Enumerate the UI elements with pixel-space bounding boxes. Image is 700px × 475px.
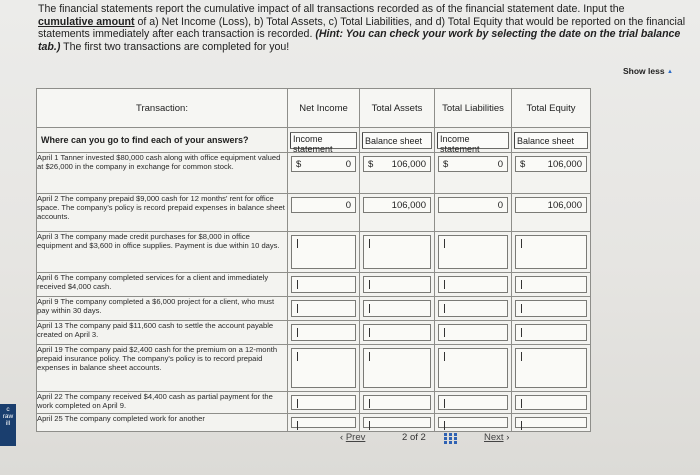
net-income-input[interactable]: [291, 324, 356, 341]
header-total-assets: Total Assets: [360, 89, 435, 128]
header-net-income: Net Income: [288, 89, 360, 128]
total-assets-value: 106,000: [391, 200, 426, 211]
transaction-row: [37, 321, 591, 345]
grid-menu-icon[interactable]: [444, 433, 457, 444]
source-row: [37, 128, 591, 153]
total-liabilities-input[interactable]: [438, 395, 508, 410]
table-header-row: [37, 89, 591, 128]
text-caret: [297, 239, 298, 248]
text-caret: [369, 421, 370, 430]
text-caret: [444, 239, 445, 248]
source-question: Where can you go to find each of your answers?: [37, 128, 288, 153]
text-caret: [521, 239, 522, 248]
text-caret: [369, 328, 370, 337]
transaction-row: [37, 194, 591, 232]
cumulative-amount-emphasis: cumulative amount: [38, 15, 135, 28]
text-caret: [444, 352, 445, 361]
net-income-input[interactable]: [291, 417, 356, 428]
total-equity-value: 106,000: [547, 200, 582, 211]
total-equity-value: 106,000: [547, 159, 582, 170]
total-equity-input[interactable]: [515, 300, 587, 317]
text-caret: [521, 399, 522, 408]
transaction-row: [37, 345, 591, 392]
transaction-row: [37, 297, 591, 321]
total-equity-input[interactable]: [515, 417, 587, 428]
text-caret: [521, 328, 522, 337]
total-liabilities-input[interactable]: [438, 156, 508, 172]
transaction-description: April 19 The company paid $2,400 cash for the premium on a 12-month prepaid insurance policy. The company's policy is to record prepaid expenses in balance sheet accounts.: [37, 345, 288, 392]
text-caret: [297, 328, 298, 337]
transaction-description: April 22 The company received $4,400 cash as partial payment for the work completed on April 9.: [37, 392, 288, 414]
text-caret: [369, 352, 370, 361]
source-select-net-income[interactable]: Income statement: [290, 132, 357, 149]
transaction-row: [37, 273, 591, 297]
net-income-input[interactable]: [291, 348, 356, 388]
total-liabilities-input[interactable]: [438, 300, 508, 317]
text-caret: [521, 304, 522, 313]
text-caret: [297, 399, 298, 408]
hint-text: (Hint: You can check your work by selecting the date on the trial balance tab.): [38, 28, 681, 53]
transaction-description: April 25 The company completed work for another: [37, 414, 288, 432]
currency-symbol: $: [520, 159, 526, 170]
total-equity-input[interactable]: [515, 348, 587, 388]
next-button[interactable]: Next ›: [484, 432, 510, 443]
total-liabilities-input[interactable]: [438, 348, 508, 388]
logo: c raw ill: [0, 404, 16, 446]
net-income-input[interactable]: [291, 197, 356, 213]
total-liabilities-input[interactable]: [438, 197, 508, 213]
text-caret: [369, 239, 370, 248]
show-less-toggle[interactable]: Show less ▲: [623, 66, 673, 76]
text-caret: [444, 304, 445, 313]
transaction-row: [37, 414, 591, 432]
source-select-total-assets[interactable]: Balance sheet: [362, 132, 432, 149]
currency-symbol: $: [368, 159, 374, 170]
net-income-input[interactable]: [291, 276, 356, 293]
source-select-total-equity[interactable]: Balance sheet: [514, 132, 588, 149]
net-income-input[interactable]: [291, 235, 356, 269]
text-caret: [444, 399, 445, 408]
total-liabilities-value: 0: [497, 200, 503, 211]
header-total-liabilities: Total Liabilities: [435, 89, 512, 128]
net-income-input[interactable]: [291, 156, 356, 172]
transaction-description: April 3 The company made credit purchases for $8,000 in office equipment and $3,600 in office supplies. Payment is due within 10 days.: [37, 232, 288, 273]
total-assets-input[interactable]: [363, 235, 431, 269]
total-liabilities-input[interactable]: [438, 324, 508, 341]
text-caret: [297, 280, 298, 289]
header-total-equity: Total Equity: [512, 89, 591, 128]
total-equity-input[interactable]: [515, 395, 587, 410]
total-liabilities-input[interactable]: [438, 276, 508, 293]
total-liabilities-input[interactable]: [438, 417, 508, 428]
total-liabilities-value: 0: [497, 159, 503, 170]
text-caret: [369, 399, 370, 408]
transaction-row: [37, 153, 591, 194]
total-assets-input[interactable]: [363, 197, 431, 213]
text-caret: [444, 280, 445, 289]
transaction-description: April 9 The company completed a $6,000 project for a client, who must pay within 30 days.: [37, 297, 288, 321]
transaction-description: April 6 The company completed services for a client and immediately received $4,000 cash.: [37, 273, 288, 297]
total-liabilities-input[interactable]: [438, 235, 508, 269]
prev-button[interactable]: ‹ Prev: [340, 432, 366, 443]
text-caret: [297, 304, 298, 313]
net-income-input[interactable]: [291, 395, 356, 410]
total-equity-input[interactable]: [515, 276, 587, 293]
total-assets-input[interactable]: [363, 348, 431, 388]
transactions-table: [36, 88, 591, 432]
text-caret: [369, 280, 370, 289]
text-caret: [444, 421, 445, 430]
header-transaction: Transaction:: [37, 89, 288, 128]
total-assets-input[interactable]: [363, 300, 431, 317]
total-assets-input[interactable]: [363, 276, 431, 293]
total-assets-input[interactable]: [363, 417, 431, 428]
transaction-row: [37, 232, 591, 273]
total-equity-input[interactable]: [515, 197, 587, 213]
chevron-left-icon: ‹: [340, 432, 344, 443]
total-assets-input[interactable]: [363, 324, 431, 341]
transaction-description: April 1 Tanner invested $80,000 cash along with office equipment valued at $26,000 in the company in exchange for common stock.: [37, 153, 288, 194]
transaction-description: April 2 The company prepaid $9,000 cash for 12 months' rent for office space. The company's policy is record prepaid expenses in balance sheet accounts.: [37, 194, 288, 232]
total-equity-input[interactable]: [515, 235, 587, 269]
text-caret: [369, 304, 370, 313]
chevron-right-icon: ›: [506, 432, 510, 443]
instructions-text: The financial statements report the cumulative impact of all transactions recorded as of the financial statement date. Input the cumulative amount of a) Net Income (Loss), b) Total Assets, c) Total Liabilities, and d) Total Equity that would be reported on the financial statements immediately after each transaction is recorded. (Hint: You can check your work by selecting the date on the trial balance tab.) The first two transactions are completed for you!: [38, 3, 686, 53]
net-income-value: 0: [345, 159, 351, 170]
text-caret: [297, 352, 298, 361]
total-assets-input[interactable]: [363, 156, 431, 172]
page-indicator: 2 of 2: [402, 432, 426, 443]
net-income-value: 0: [345, 200, 351, 211]
text-caret: [521, 421, 522, 430]
transaction-description: April 13 The company paid $11,600 cash to settle the account payable created on April 3.: [37, 321, 288, 345]
text-caret: [297, 421, 298, 430]
text-caret: [521, 352, 522, 361]
total-equity-input[interactable]: [515, 156, 587, 172]
currency-symbol: $: [296, 159, 302, 170]
total-assets-input[interactable]: [363, 395, 431, 410]
total-assets-value: 106,000: [391, 159, 426, 170]
text-caret: [521, 280, 522, 289]
source-select-total-liabilities[interactable]: Income statement: [437, 132, 509, 149]
triangle-up-icon: ▲: [666, 69, 673, 75]
total-equity-input[interactable]: [515, 324, 587, 341]
transaction-row: [37, 392, 591, 414]
text-caret: [444, 328, 445, 337]
currency-symbol: $: [443, 159, 449, 170]
net-income-input[interactable]: [291, 300, 356, 317]
